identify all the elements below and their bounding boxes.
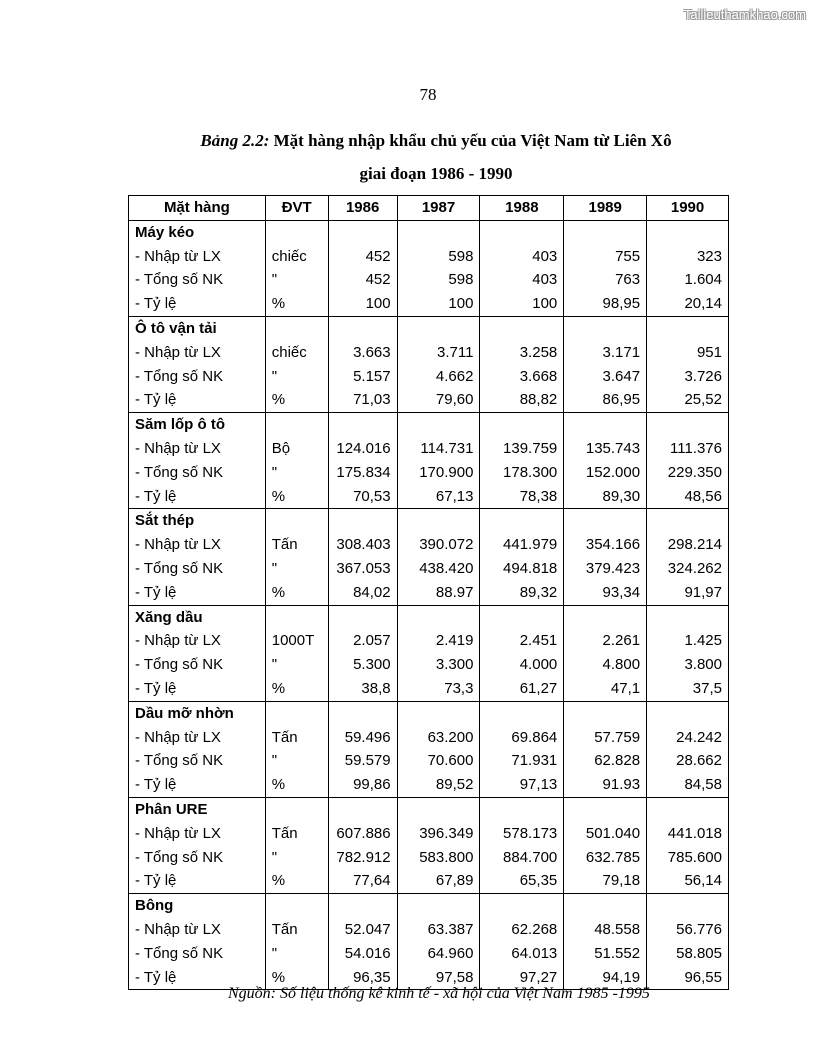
empty-cell [564,413,647,437]
empty-cell [480,316,564,340]
value-cell: 3.663 [328,341,397,365]
empty-cell [265,316,328,340]
value-cell: 598 [397,245,480,269]
value-cell: 3.647 [564,365,647,389]
value-cell: 229.350 [647,461,729,485]
table-row [129,581,729,605]
value-cell: 78,38 [480,485,564,509]
value-cell: 501.040 [564,822,647,846]
value-cell: 114.731 [397,437,480,461]
value-cell: 175.834 [328,461,397,485]
value-cell: 3.800 [647,653,729,677]
empty-cell [647,220,729,244]
row-label: - Tổng số NK [129,557,266,581]
empty-cell [397,894,480,918]
row-label: - Tỷ lệ [129,966,266,990]
empty-cell [328,509,397,533]
value-cell: 54.016 [328,942,397,966]
empty-cell [564,316,647,340]
value-cell: 100 [397,292,480,316]
group-header-row [129,605,729,629]
value-cell: 152.000 [564,461,647,485]
value-cell: 494.818 [480,557,564,581]
table-title-lead: Bảng 2.2: [200,131,270,150]
value-cell: 3.726 [647,365,729,389]
header-year-1990: 1990 [647,196,729,221]
table-row [129,485,729,509]
value-cell: 2.451 [480,629,564,653]
group-name: Săm lốp ô tô [129,413,266,437]
table-body [129,220,729,990]
value-cell: 1.425 [647,629,729,653]
value-cell: 37,5 [647,677,729,701]
value-cell: 3.711 [397,341,480,365]
empty-cell [265,894,328,918]
table-row [129,388,729,412]
import-table [128,195,729,990]
row-label: - Tỷ lệ [129,485,266,509]
group-name: Phân URE [129,797,266,821]
value-cell: 97,27 [480,966,564,990]
group-header-row [129,509,729,533]
value-cell: 70,53 [328,485,397,509]
value-cell: 3.171 [564,341,647,365]
empty-cell [480,413,564,437]
empty-cell [647,509,729,533]
value-cell: 100 [480,292,564,316]
value-cell: 59.579 [328,749,397,773]
empty-cell [647,413,729,437]
value-cell: 89,32 [480,581,564,605]
value-cell: 25,52 [647,388,729,412]
value-cell: 951 [647,341,729,365]
group-header-row [129,316,729,340]
empty-cell [328,605,397,629]
group-header-row [129,413,729,437]
empty-cell [480,797,564,821]
value-cell: 62.828 [564,749,647,773]
value-cell: 5.300 [328,653,397,677]
value-cell: 438.420 [397,557,480,581]
value-cell: 91,97 [647,581,729,605]
group-header-row [129,701,729,725]
row-unit: " [265,365,328,389]
row-unit: % [265,581,328,605]
value-cell: 2.419 [397,629,480,653]
empty-cell [328,413,397,437]
value-cell: 52.047 [328,918,397,942]
table-header-row [129,196,729,221]
table-row [129,942,729,966]
table-row [129,677,729,701]
table-row [129,869,729,893]
row-label: - Nhập từ LX [129,533,266,557]
empty-cell [480,894,564,918]
value-cell: 93,34 [564,581,647,605]
row-label: - Tỷ lệ [129,388,266,412]
row-unit: % [265,485,328,509]
value-cell: 84,02 [328,581,397,605]
value-cell: 79,60 [397,388,480,412]
value-cell: 88.97 [397,581,480,605]
value-cell: 59.496 [328,726,397,750]
value-cell: 390.072 [397,533,480,557]
table-title [0,131,816,151]
value-cell: 324.262 [647,557,729,581]
value-cell: 20,14 [647,292,729,316]
row-unit: Tấn [265,533,328,557]
value-cell: 4.000 [480,653,564,677]
table-row [129,653,729,677]
row-unit: " [265,461,328,485]
row-unit: % [265,677,328,701]
empty-cell [564,509,647,533]
value-cell: 124.016 [328,437,397,461]
value-cell: 111.376 [647,437,729,461]
empty-cell [564,894,647,918]
empty-cell [647,894,729,918]
value-cell: 598 [397,268,480,292]
row-label: - Tỷ lệ [129,869,266,893]
value-cell: 5.157 [328,365,397,389]
table-row [129,846,729,870]
empty-cell [265,701,328,725]
value-cell: 63.387 [397,918,480,942]
empty-cell [564,605,647,629]
value-cell: 71.931 [480,749,564,773]
value-cell: 170.900 [397,461,480,485]
value-cell: 86,95 [564,388,647,412]
value-cell: 782.912 [328,846,397,870]
table-title-text: Mặt hàng nhập khẩu chủ yếu của Việt Nam từ Liên Xô [269,131,672,150]
empty-cell [265,220,328,244]
row-label: - Tỷ lệ [129,292,266,316]
value-cell: 884.700 [480,846,564,870]
row-unit: " [265,749,328,773]
value-cell: 441.979 [480,533,564,557]
empty-cell [480,605,564,629]
group-header-row [129,894,729,918]
empty-cell [328,220,397,244]
table-subtitle: giai đoạn 1986 - 1990 [359,164,513,183]
table-row [129,726,729,750]
value-cell: 4.662 [397,365,480,389]
group-header-row [129,797,729,821]
value-cell: 583.800 [397,846,480,870]
row-label: - Tỷ lệ [129,677,266,701]
value-cell: 51.552 [564,942,647,966]
value-cell: 28.662 [647,749,729,773]
empty-cell [397,413,480,437]
row-unit: " [265,846,328,870]
value-cell: 70.600 [397,749,480,773]
group-name: Dầu mỡ nhờn [129,701,266,725]
value-cell: 403 [480,268,564,292]
row-label: - Tổng số NK [129,749,266,773]
value-cell: 67,13 [397,485,480,509]
table-row [129,292,729,316]
table-row [129,629,729,653]
value-cell: 65,35 [480,869,564,893]
value-cell: 98,95 [564,292,647,316]
page-number: 78 [419,85,437,104]
value-cell: 89,52 [397,773,480,797]
source-note: Nguồn: Số liệu thống kê kinh tế - xã hội của Việt Nam 1985 -1995 [228,985,650,1002]
row-label: - Tổng số NK [129,653,266,677]
value-cell: 379.423 [564,557,647,581]
value-cell: 367.053 [328,557,397,581]
row-label: - Nhập từ LX [129,437,266,461]
empty-cell [397,316,480,340]
row-label: - Nhập từ LX [129,245,266,269]
table-row [129,749,729,773]
value-cell: 3.300 [397,653,480,677]
value-cell: 1.604 [647,268,729,292]
value-cell: 38,8 [328,677,397,701]
empty-cell [328,316,397,340]
value-cell: 47,1 [564,677,647,701]
value-cell: 24.242 [647,726,729,750]
group-name: Ô tô vận tải [129,316,266,340]
empty-cell [328,894,397,918]
empty-cell [328,701,397,725]
value-cell: 56.776 [647,918,729,942]
row-label: - Tỷ lệ [129,773,266,797]
value-cell: 308.403 [328,533,397,557]
row-unit: Tấn [265,822,328,846]
value-cell: 96,55 [647,966,729,990]
empty-cell [480,509,564,533]
empty-cell [564,220,647,244]
value-cell: 77,64 [328,869,397,893]
table-row [129,822,729,846]
value-cell: 71,03 [328,388,397,412]
value-cell: 403 [480,245,564,269]
row-unit: chiếc [265,245,328,269]
table-row [129,773,729,797]
value-cell: 64.013 [480,942,564,966]
value-cell: 57.759 [564,726,647,750]
header-year-1987: 1987 [397,196,480,221]
empty-cell [397,605,480,629]
empty-cell [564,701,647,725]
row-label: - Nhập từ LX [129,629,266,653]
value-cell: 67,89 [397,869,480,893]
watermark: Tailieuthamkhao.com [683,7,806,22]
value-cell: 89,30 [564,485,647,509]
row-unit: " [265,653,328,677]
row-label: - Tổng số NK [129,942,266,966]
value-cell: 58.805 [647,942,729,966]
table-row [129,557,729,581]
group-name: Sắt thép [129,509,266,533]
row-unit: Tấn [265,918,328,942]
row-label: - Tổng số NK [129,461,266,485]
empty-cell [647,605,729,629]
value-cell: 4.800 [564,653,647,677]
value-cell: 99,86 [328,773,397,797]
empty-cell [480,701,564,725]
value-cell: 73,3 [397,677,480,701]
value-cell: 607.886 [328,822,397,846]
value-cell: 61,27 [480,677,564,701]
value-cell: 763 [564,268,647,292]
row-unit: % [265,773,328,797]
value-cell: 755 [564,245,647,269]
value-cell: 69.864 [480,726,564,750]
empty-cell [328,797,397,821]
row-unit: Bộ [265,437,328,461]
row-unit: " [265,268,328,292]
value-cell: 452 [328,245,397,269]
table-row [129,341,729,365]
header-year-1986: 1986 [328,196,397,221]
value-cell: 298.214 [647,533,729,557]
row-label: - Tổng số NK [129,268,266,292]
value-cell: 578.173 [480,822,564,846]
row-label: - Tổng số NK [129,365,266,389]
value-cell: 48,56 [647,485,729,509]
value-cell: 178.300 [480,461,564,485]
value-cell: 2.261 [564,629,647,653]
empty-cell [647,701,729,725]
row-unit: % [265,966,328,990]
value-cell: 354.166 [564,533,647,557]
value-cell: 441.018 [647,822,729,846]
value-cell: 323 [647,245,729,269]
row-unit: % [265,869,328,893]
row-unit: % [265,292,328,316]
row-label: - Nhập từ LX [129,726,266,750]
row-label: - Nhập từ LX [129,341,266,365]
row-unit: % [265,388,328,412]
table-row [129,365,729,389]
value-cell: 139.759 [480,437,564,461]
empty-cell [647,316,729,340]
empty-cell [397,220,480,244]
value-cell: 135.743 [564,437,647,461]
table-row [129,533,729,557]
value-cell: 79,18 [564,869,647,893]
value-cell: 2.057 [328,629,397,653]
row-unit: " [265,557,328,581]
empty-cell [397,509,480,533]
value-cell: 64.960 [397,942,480,966]
value-cell: 632.785 [564,846,647,870]
header-year-1988: 1988 [480,196,564,221]
value-cell: 785.600 [647,846,729,870]
header-item: Mặt hàng [129,196,266,221]
value-cell: 91.93 [564,773,647,797]
value-cell: 84,58 [647,773,729,797]
empty-cell [265,413,328,437]
group-header-row [129,220,729,244]
empty-cell [265,605,328,629]
table-row [129,918,729,942]
table-row [129,437,729,461]
empty-cell [564,797,647,821]
value-cell: 97,58 [397,966,480,990]
row-label: - Nhập từ LX [129,918,266,942]
row-label: - Tỷ lệ [129,581,266,605]
value-cell: 62.268 [480,918,564,942]
group-name: Xăng dầu [129,605,266,629]
row-unit: " [265,942,328,966]
empty-cell [265,797,328,821]
value-cell: 100 [328,292,397,316]
value-cell: 3.668 [480,365,564,389]
table-row [129,245,729,269]
row-unit: Tấn [265,726,328,750]
empty-cell [397,701,480,725]
group-name: Bông [129,894,266,918]
value-cell: 396.349 [397,822,480,846]
value-cell: 3.258 [480,341,564,365]
value-cell: 97,13 [480,773,564,797]
row-label: - Tổng số NK [129,846,266,870]
group-name: Máy kéo [129,220,266,244]
value-cell: 56,14 [647,869,729,893]
table-row [129,268,729,292]
empty-cell [480,220,564,244]
value-cell: 88,82 [480,388,564,412]
row-label: - Nhập từ LX [129,822,266,846]
value-cell: 452 [328,268,397,292]
header-year-1989: 1989 [564,196,647,221]
value-cell: 63.200 [397,726,480,750]
empty-cell [265,509,328,533]
value-cell: 48.558 [564,918,647,942]
empty-cell [647,797,729,821]
empty-cell [397,797,480,821]
header-unit: ĐVT [265,196,328,221]
table-row [129,461,729,485]
value-cell: 94,19 [564,966,647,990]
row-unit: chiếc [265,341,328,365]
row-unit: 1000T [265,629,328,653]
value-cell: 96,35 [328,966,397,990]
